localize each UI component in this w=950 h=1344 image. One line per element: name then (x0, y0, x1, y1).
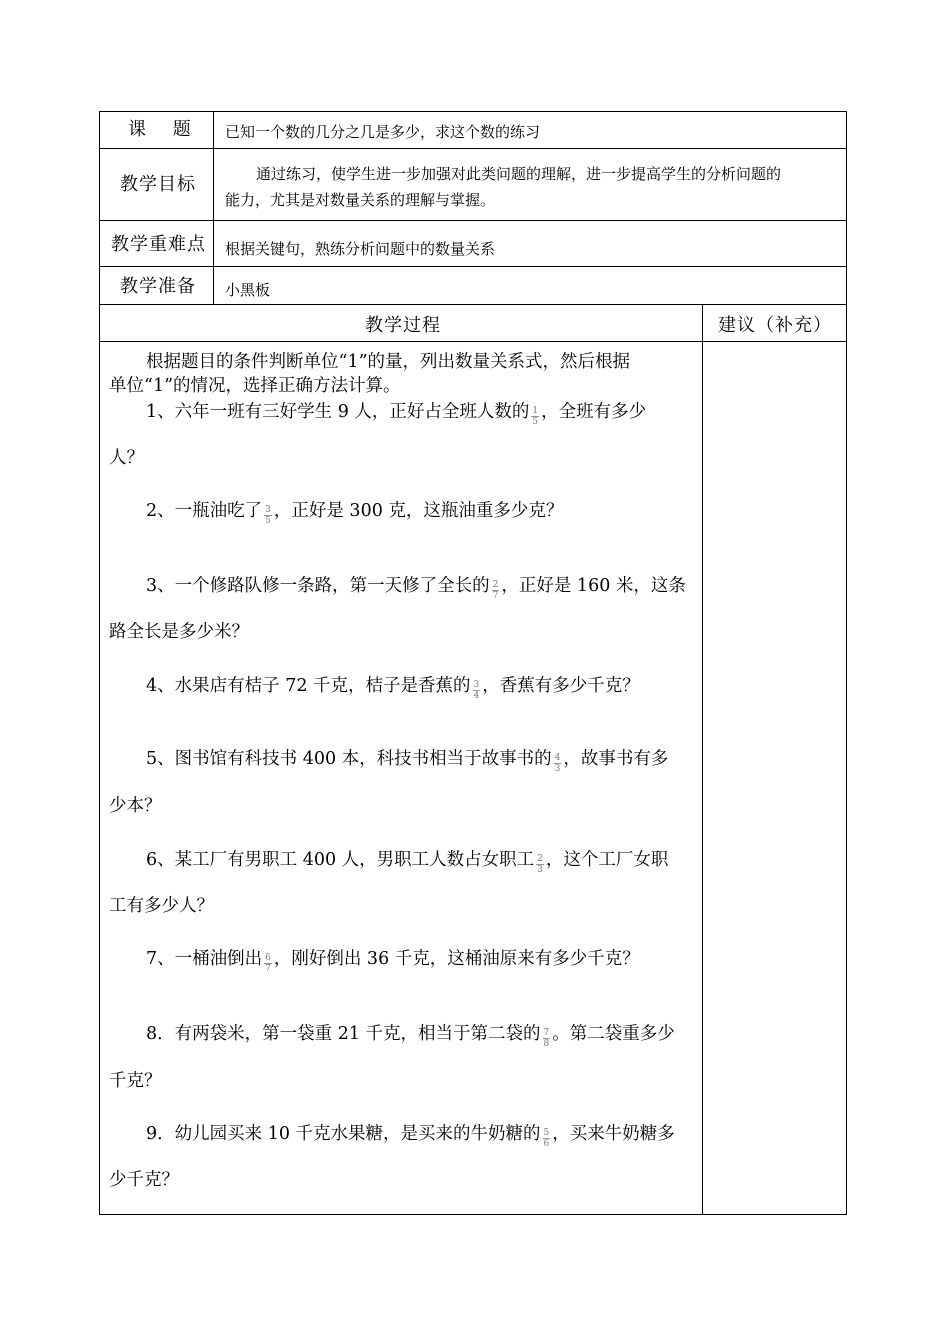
process-header-divider (99, 341, 847, 342)
intro-line-2: 单位“1”的情况，选择正确方法计算。 (109, 376, 401, 396)
fraction: $\frac{5}{6}$ (543, 1128, 550, 1149)
problem-text: 3、一个修路队修一条路，第一天修了全长的 (146, 576, 490, 596)
problem-text: ，全班有多少 (541, 402, 647, 422)
fraction: $\frac{3}{4}$ (473, 680, 480, 701)
fraction: $\frac{2}{7}$ (492, 580, 499, 601)
problem-text: ，正好是 300 克，这瓶油重多少克？ (273, 501, 564, 521)
problem-9 (146, 1120, 675, 1149)
problem-text: 8．有两袋米，第一袋重 21 千克，相当于第二袋的 (146, 1024, 541, 1044)
problem-2 (146, 497, 564, 526)
topic-label: 课 题 (128, 119, 192, 140)
problem-text: 2、一瓶油吃了 (146, 501, 263, 521)
fraction: $\frac{1}{5}$ (532, 406, 539, 427)
suggestion-title: 建议（补充） (718, 315, 832, 336)
problem-text: 1、六年一班有三好学生 9 人，正好占全班人数的 (146, 402, 530, 422)
process-column-divider (702, 305, 703, 1215)
header-column-divider (213, 111, 214, 305)
fraction: $\frac{7}{8}$ (543, 1028, 550, 1049)
goal-label: 教学目标 (120, 174, 196, 195)
goal-line-1: 通过练习，使学生进一步加强对此类问题的理解，进一步提高学生的分析问题的 (256, 165, 782, 183)
problem-text: 4、水果店有桔子 72 千克，桔子是香蕉的 (146, 676, 471, 696)
process-title: 教学过程 (365, 315, 441, 336)
problem-8 (146, 1020, 675, 1049)
problem-9-line-2: 少千克？ (109, 1170, 179, 1190)
problem-1-line-2: 人？ (109, 448, 144, 468)
problem-text: 7、一桶油倒出 (146, 949, 263, 969)
topic-value: 已知一个数的几分之几是多少，求这个数的练习 (225, 123, 541, 141)
header-row-divider (99, 266, 847, 267)
problem-8-line-2: 千克？ (109, 1071, 162, 1091)
header-row-divider (99, 220, 847, 221)
preparation-value: 小黑板 (225, 281, 271, 299)
problem-5-line-2: 少本？ (109, 796, 162, 816)
problem-3 (146, 572, 686, 601)
problem-6 (146, 846, 669, 875)
problem-text: ，买来牛奶糖多 (552, 1124, 675, 1144)
preparation-label: 教学准备 (120, 276, 196, 297)
fraction: $\frac{2}{3}$ (537, 854, 543, 875)
problem-7 (146, 945, 640, 974)
problem-text: 。第二袋重多少 (552, 1024, 675, 1044)
intro-line-1: 根据题目的条件判断单位“1”的量，列出数量关系式，然后根据 (146, 352, 631, 372)
problem-text: ，这个工厂女职 (545, 850, 669, 870)
fraction: $\frac{6}{7}$ (265, 953, 271, 974)
goal-line-2: 能力，尤其是对数量关系的理解与掌握。 (225, 191, 496, 209)
problem-5 (146, 745, 669, 774)
problem-text: 5、图书馆有科技书 400 本，科技书相当于故事书的 (146, 749, 552, 769)
problem-1 (146, 398, 647, 427)
problem-text: ，刚好倒出 36 千克，这桶油原来有多少千克？ (273, 949, 640, 969)
problem-text: ，故事书有多 (563, 749, 669, 769)
key-points-label: 教学重难点 (111, 234, 206, 255)
problem-text: ，香蕉有多少千克？ (482, 676, 640, 696)
problem-text: 9．幼儿园买来 10 千克水果糖，是买来的牛奶糖的 (146, 1124, 541, 1144)
problem-6-line-2: 工有多少人？ (109, 896, 214, 916)
problem-4 (146, 672, 640, 701)
header-row-divider (99, 148, 847, 149)
key-points-value: 根据关键句，熟练分析问题中的数量关系 (225, 240, 496, 258)
problem-text: 6、某工厂有男职工 400 人，男职工人数占女职工 (146, 850, 535, 870)
fraction: $\frac{3}{5}$ (265, 505, 271, 526)
problem-text: ，正好是 160 米，这条 (501, 576, 686, 596)
problem-3-line-2: 路全长是多少米？ (109, 622, 249, 642)
fraction: $\frac{4}{3}$ (554, 753, 561, 774)
